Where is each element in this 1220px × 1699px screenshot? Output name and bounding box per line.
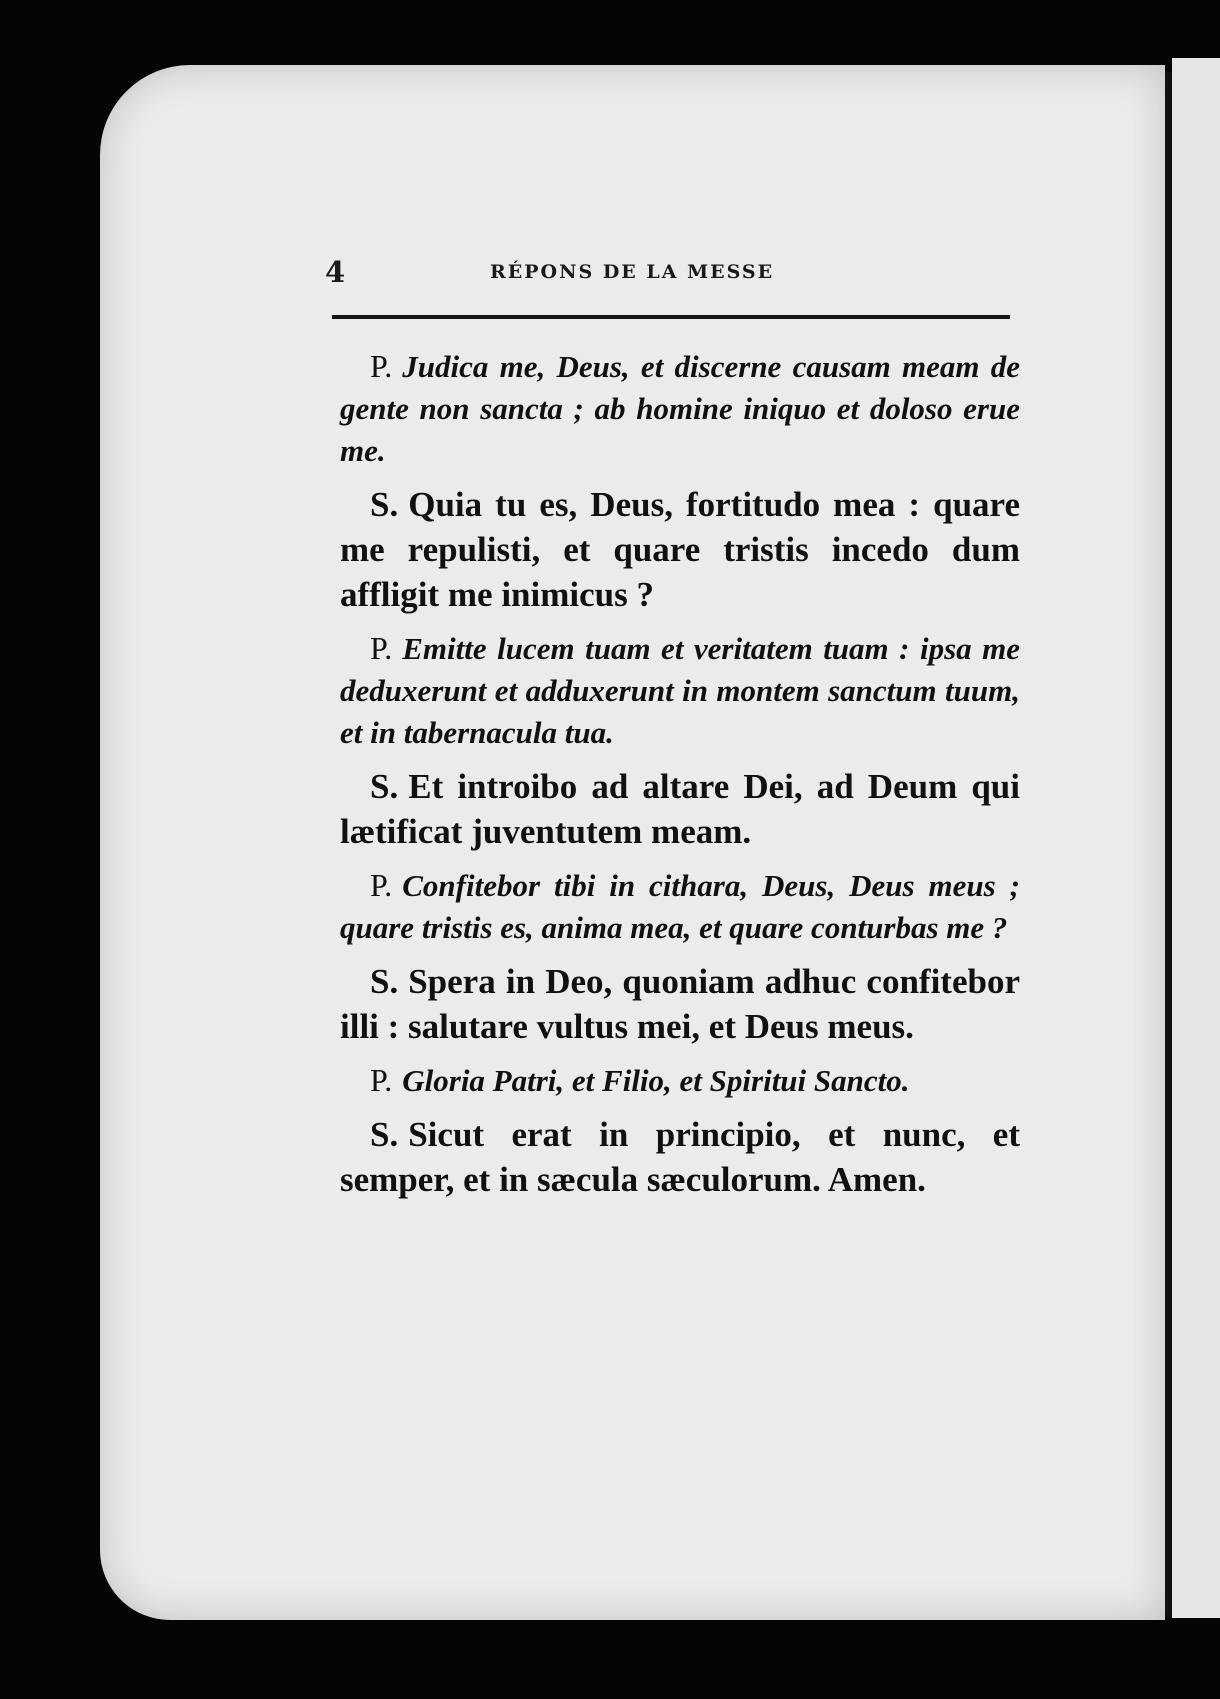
speaker-label: S. xyxy=(370,962,399,1001)
header-rule xyxy=(332,315,1010,319)
verse-server xyxy=(340,959,1020,1049)
verse-server xyxy=(340,482,1020,617)
verse-text: Gloria Patri, et Filio, et Spiritui Sancto. xyxy=(402,1063,910,1098)
speaker-label: S. xyxy=(370,1115,399,1154)
speaker-label: P. xyxy=(370,867,393,903)
speaker-label: P. xyxy=(370,1062,393,1098)
speaker-label: S. xyxy=(370,767,399,806)
verse-priest xyxy=(340,345,1020,472)
verse-priest xyxy=(340,627,1020,754)
verse-text: Sicut erat in principio, et nunc, et semper, et in sæcula sæculorum. Amen. xyxy=(340,1115,1020,1199)
verse-text: Spera in Deo, quoniam adhuc confitebor illi : salutare vultus mei, et Deus meus. xyxy=(340,962,1020,1046)
facing-page-edge xyxy=(1172,58,1220,1618)
speaker-label: S. xyxy=(370,485,399,524)
verse-text: Judica me, Deus, et discerne causam meam de gente non sancta ; ab homine iniquo et doloso erue me. xyxy=(340,349,1020,468)
verse-text: Quia tu es, Deus, fortitudo mea : quare me repulisti, et quare tristis incedo dum affligit me inimicus ? xyxy=(340,485,1020,614)
running-title: RÉPONS DE LA MESSE xyxy=(490,261,775,283)
page-number: 4 xyxy=(325,255,346,289)
verse-text: Confitebor tibi in cithara, Deus, Deus meus ; quare tristis es, anima mea, et quare conturbas me ? xyxy=(340,868,1020,945)
verse-text: Et introibo ad altare Dei, ad Deum qui lætificat juventutem meam. xyxy=(340,767,1020,851)
page-body xyxy=(340,345,1020,1212)
verse-priest xyxy=(340,1059,1020,1102)
verse-priest xyxy=(340,864,1020,949)
speaker-label: P. xyxy=(370,630,393,666)
verse-server xyxy=(340,1112,1020,1202)
speaker-label: P. xyxy=(370,348,393,384)
verse-text: Emitte lucem tuam et veritatem tuam : ipsa me deduxerunt et adduxerunt in montem sanctum tuum, et in tabernacula tua. xyxy=(340,631,1020,750)
page-header xyxy=(325,255,1015,295)
verse-server xyxy=(340,764,1020,854)
